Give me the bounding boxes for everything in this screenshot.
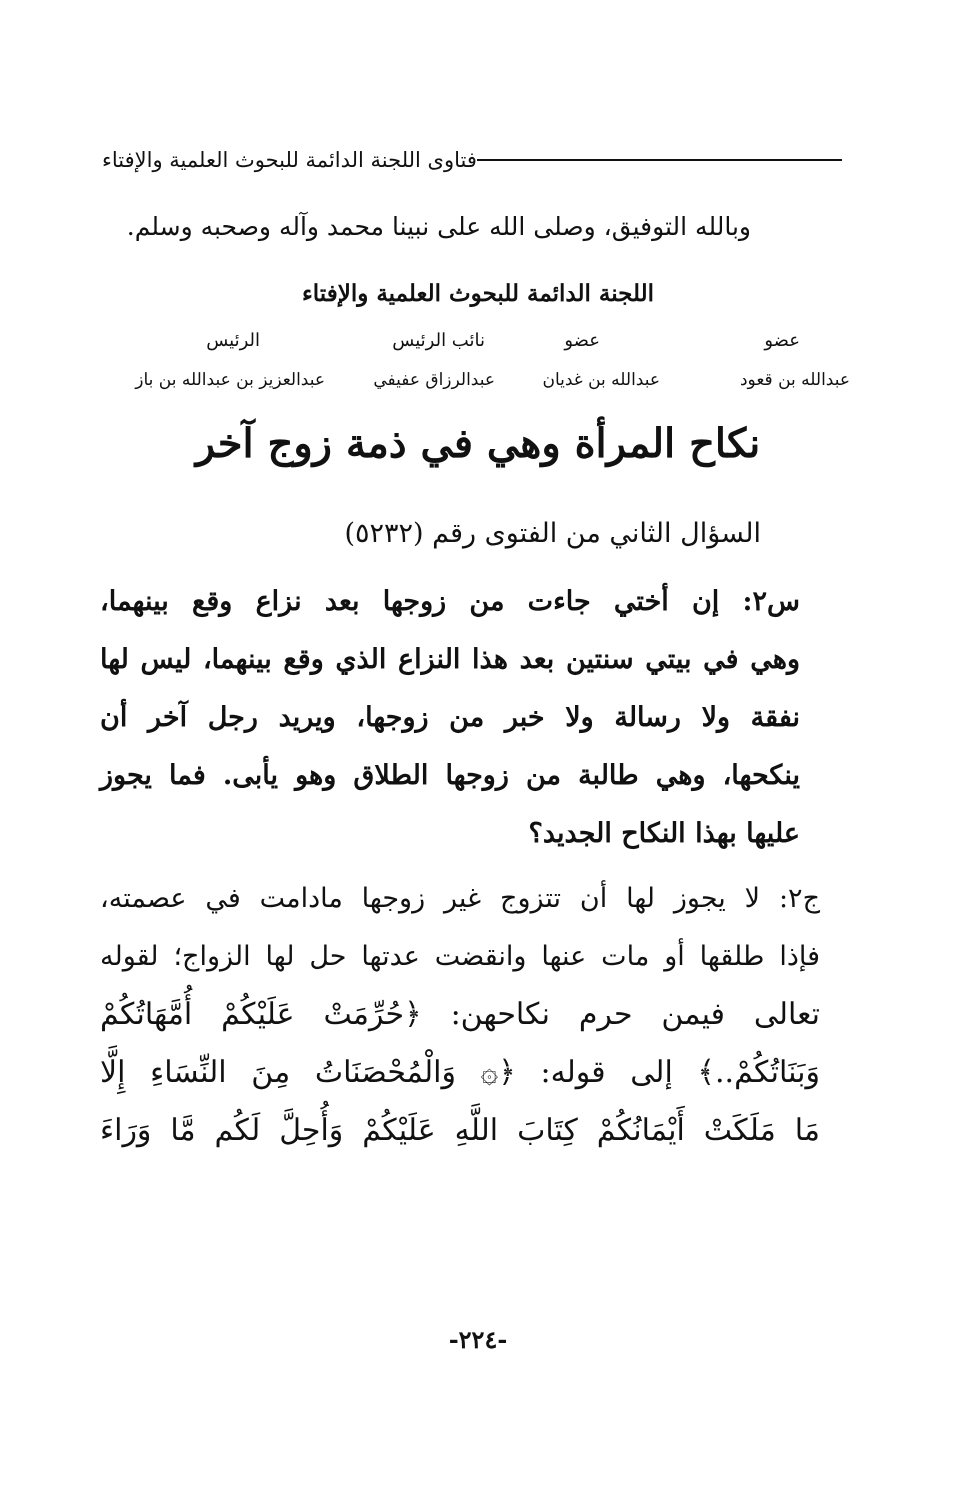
answer-line: مَا مَلَكَتْ أَيْمَانُكُمْ كِتَابَ اللَّهِ عَلَيْكُمْ وَأُحِلَّ لَكُم مَّا وَرَاءَ	[100, 1113, 820, 1148]
name-ibn-ghudayyan: عبدالله بن غديان	[542, 370, 660, 390]
running-title: فتاوى اللجنة الدائمة للبحوث العلمية والإفتاء	[102, 148, 477, 172]
role-vice-president: نائب الرئيس	[392, 330, 485, 351]
question-line: ينكحها، وهي طالبة من زوجها الطلاق وهو يأبى. فما يجوز	[100, 760, 800, 791]
question-line: نفقة ولا رسالة ولا خبر من زوجها، ويريد رجل آخر أن	[100, 702, 800, 733]
page-number: -٢٢٤-	[448, 1325, 508, 1354]
answer-line: ج٢: لا يجوز لها أن تتزوج غير زوجها مادامت في عصمته،	[100, 883, 820, 914]
name-ibn-baz: عبدالعزيز بن عبدالله بن باز	[135, 370, 325, 390]
answer-line: تعالى فيمن حرم نكاحهن: ﴿حُرِّمَتْ عَلَيْكُمْ أُمَّهَاتُكُمْ	[100, 997, 820, 1032]
closing-invocation: وبالله التوفيق، وصلى الله على نبينا محمد وآله وصحبه وسلم.	[126, 212, 751, 241]
question-text	[100, 573, 800, 863]
answer-text	[100, 870, 820, 1160]
running-header	[90, 140, 842, 180]
name-afifi: عبدالرزاق عفيفي	[373, 370, 495, 390]
role-member-1: عضو	[764, 330, 800, 351]
name-ibn-qaud: عبدالله بن قعود	[739, 370, 850, 390]
fatwa-title: نكاح المرأة وهي في ذمة زوج آخر	[195, 420, 761, 467]
question-line: عليها بهذا النكاح الجديد؟	[528, 818, 800, 849]
header-rule	[477, 159, 842, 161]
role-member-2: عضو	[564, 330, 600, 351]
signatory-names	[110, 370, 850, 400]
answer-line: وَبَنَاتُكُمْ..﴾ إلى قوله: ﴿۞ وَالْمُحْصَنَاتُ مِنَ النِّسَاءِ إِلَّا	[100, 1055, 820, 1090]
question-line: وهي في بيتي سنتين بعد هذا النزاع الذي وقع بينهما، ليس لها	[100, 644, 800, 675]
signatory-roles	[120, 330, 840, 360]
answer-line: فإذا طلقها أو مات عنها وانقضت عدتها حل لها الزواج؛ لقوله	[100, 941, 820, 972]
question-reference: السؤال الثاني من الفتوى رقم (٥٢٣٢)	[344, 518, 761, 549]
committee-name: اللجنة الدائمة للبحوث العلمية والإفتاء	[301, 280, 655, 307]
question-line: س٢: إن أختي جاءت من زوجها بعد نزاع وقع بينهما،	[100, 586, 800, 617]
role-president: الرئيس	[206, 330, 260, 351]
